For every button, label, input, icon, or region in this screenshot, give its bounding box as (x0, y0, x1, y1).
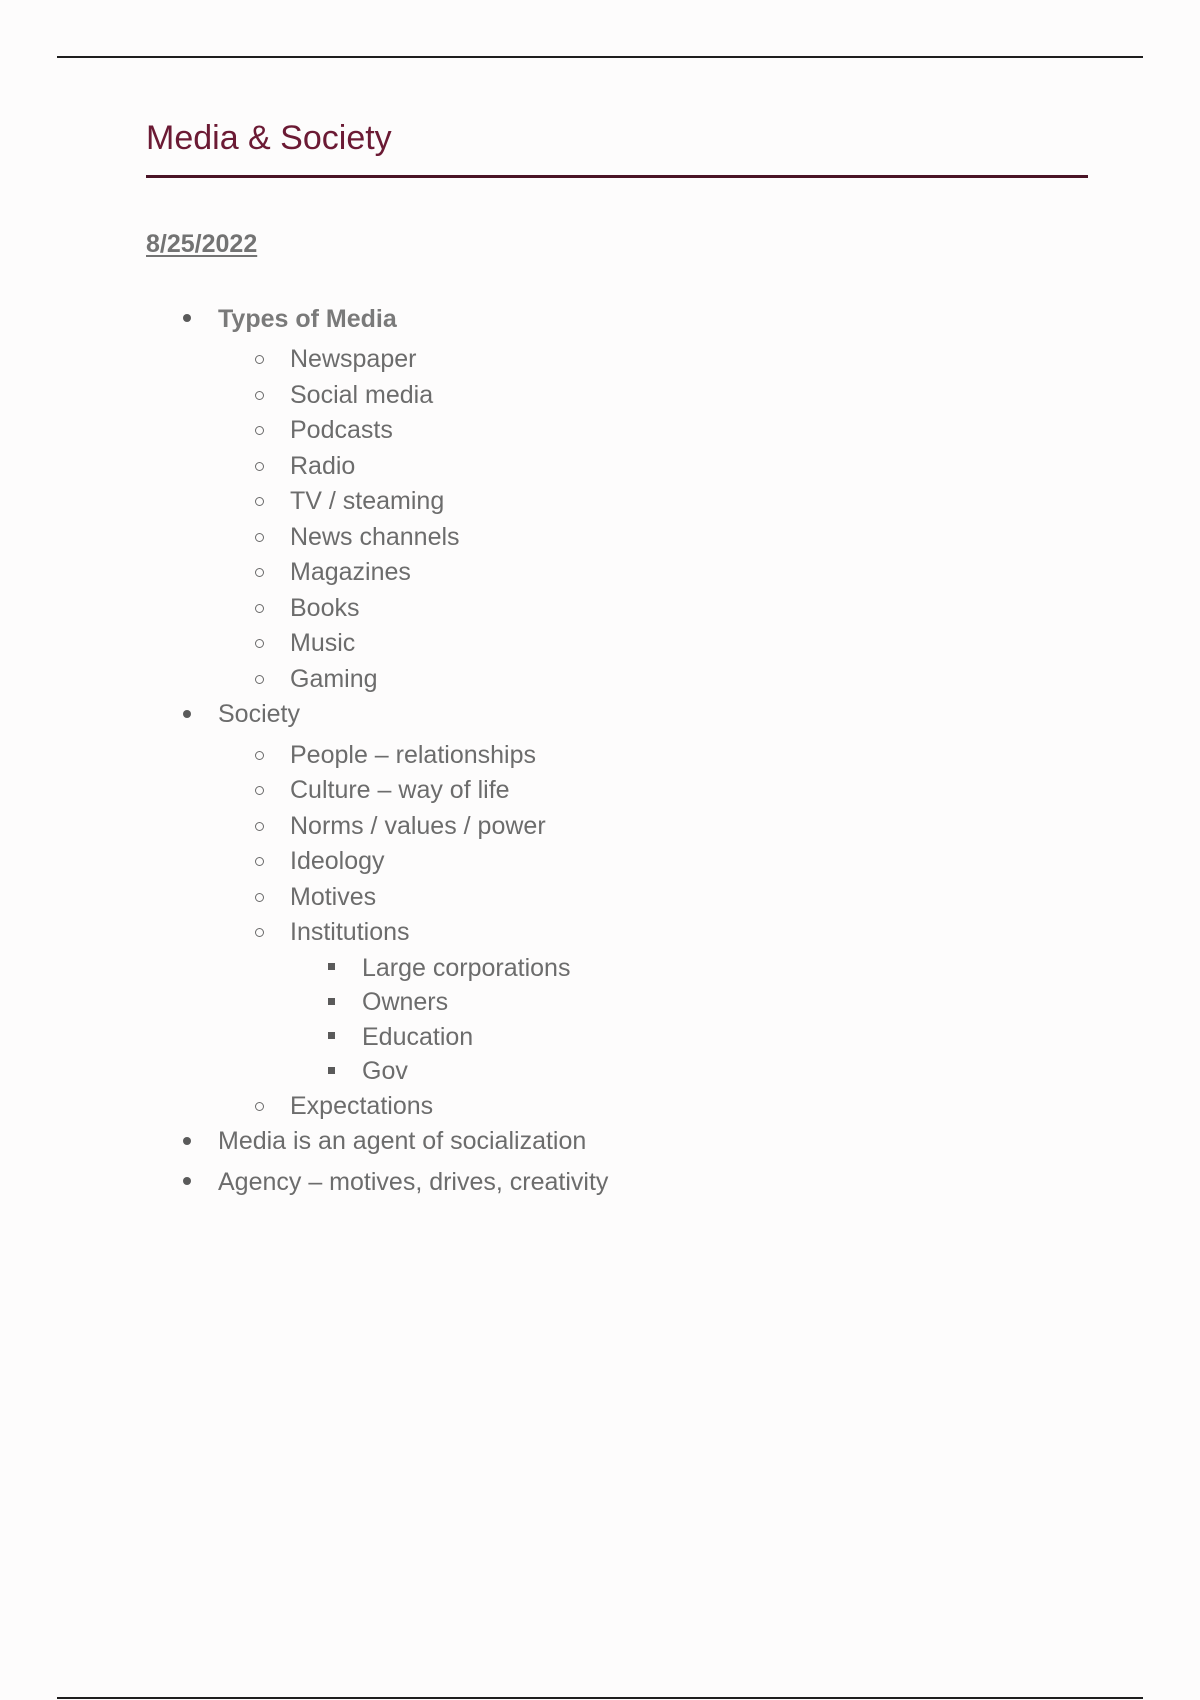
outline-item-level-2 (146, 739, 1088, 772)
filled-square-icon (328, 998, 335, 1005)
outline-item-level-1 (146, 303, 1088, 336)
outline-item-text: Social media (290, 380, 434, 409)
hollow-circle-icon (255, 533, 264, 542)
outline-item-text: Podcasts (290, 416, 393, 445)
filled-dot-icon (183, 314, 191, 322)
outline-item-text: People – relationships (290, 740, 536, 769)
footer-rule (57, 1697, 1143, 1699)
hollow-circle-icon (255, 391, 264, 400)
outline-item-level-2 (146, 916, 1088, 949)
outline-item-text: Agency – motives, drives, creativity (218, 1167, 609, 1196)
hollow-circle-icon (255, 639, 264, 648)
filled-square-icon (328, 1032, 335, 1039)
hollow-circle-icon (255, 462, 264, 471)
outline-item-level-2 (146, 450, 1088, 483)
outline-item-text: Radio (290, 451, 356, 480)
outline-item-level-2 (146, 343, 1088, 376)
outline-item-level-2 (146, 1090, 1088, 1123)
hollow-circle-icon (255, 568, 264, 577)
hollow-circle-icon (255, 675, 264, 684)
bullet-outline (146, 303, 1088, 1199)
hollow-circle-icon (255, 426, 264, 435)
outline-item-text: Magazines (290, 558, 411, 587)
filled-dot-icon (183, 1177, 191, 1185)
outline-item-text: News channels (290, 522, 460, 551)
hollow-circle-icon (255, 857, 264, 866)
outline-item-text: Types of Media (218, 304, 397, 333)
outline-item-text: Ideology (290, 847, 385, 876)
hollow-circle-icon (255, 893, 264, 902)
outline-item-text: Owners (362, 988, 449, 1017)
hollow-circle-icon (255, 497, 264, 506)
filled-dot-icon (183, 1137, 191, 1145)
outline-item-text: Norms / values / power (290, 811, 546, 840)
outline-item-text: Newspaper (290, 345, 417, 374)
outline-item-level-1 (146, 698, 1088, 731)
outline-item-level-1 (146, 1125, 1088, 1158)
outline-item-text: TV / steaming (290, 487, 445, 516)
filled-square-icon (328, 1067, 335, 1074)
hollow-circle-icon (255, 786, 264, 795)
outline-item-text: Large corporations (362, 953, 571, 982)
outline-item-text: Society (218, 700, 300, 729)
outline-item-level-3 (146, 1055, 1088, 1088)
outline-item-text: Institutions (290, 918, 410, 947)
outline-item-text: Culture – way of life (290, 776, 510, 805)
outline-item-level-2 (146, 414, 1088, 447)
header-rule (57, 56, 1143, 58)
outline-item-level-2 (146, 881, 1088, 914)
hollow-circle-icon (255, 1102, 264, 1111)
outline-item-level-2 (146, 521, 1088, 554)
filled-dot-icon (183, 710, 191, 718)
outline-item-level-2 (146, 810, 1088, 843)
outline-item-level-1 (146, 1166, 1088, 1199)
outline-item-level-2 (146, 379, 1088, 412)
outline-item-level-2 (146, 592, 1088, 625)
hollow-circle-icon (255, 822, 264, 831)
outline-item-text: Expectations (290, 1091, 434, 1120)
note-date: 8/25/2022 (146, 229, 258, 258)
document-title: Media & Society (146, 118, 1088, 178)
hollow-circle-icon (255, 355, 264, 364)
outline-item-text: Gov (362, 1057, 408, 1086)
hollow-circle-icon (255, 604, 264, 613)
outline-item-text: Education (362, 1022, 474, 1051)
document-body (146, 118, 1088, 1206)
outline-item-level-2 (146, 774, 1088, 807)
outline-item-level-2 (146, 556, 1088, 589)
outline-item-text: Books (290, 593, 360, 622)
outline-item-level-2 (146, 663, 1088, 696)
outline-item-level-2 (146, 627, 1088, 660)
outline-item-level-3 (146, 952, 1088, 985)
hollow-circle-icon (255, 928, 264, 937)
outline-item-text: Media is an agent of socialization (218, 1127, 587, 1156)
outline-item-level-2 (146, 845, 1088, 878)
outline-item-level-3 (146, 1021, 1088, 1054)
outline-item-text: Motives (290, 882, 377, 911)
outline-item-text: Gaming (290, 664, 378, 693)
outline-item-level-2 (146, 485, 1088, 518)
hollow-circle-icon (255, 751, 264, 760)
outline-item-text: Music (290, 629, 356, 658)
filled-square-icon (328, 963, 335, 970)
outline-item-level-3 (146, 986, 1088, 1019)
